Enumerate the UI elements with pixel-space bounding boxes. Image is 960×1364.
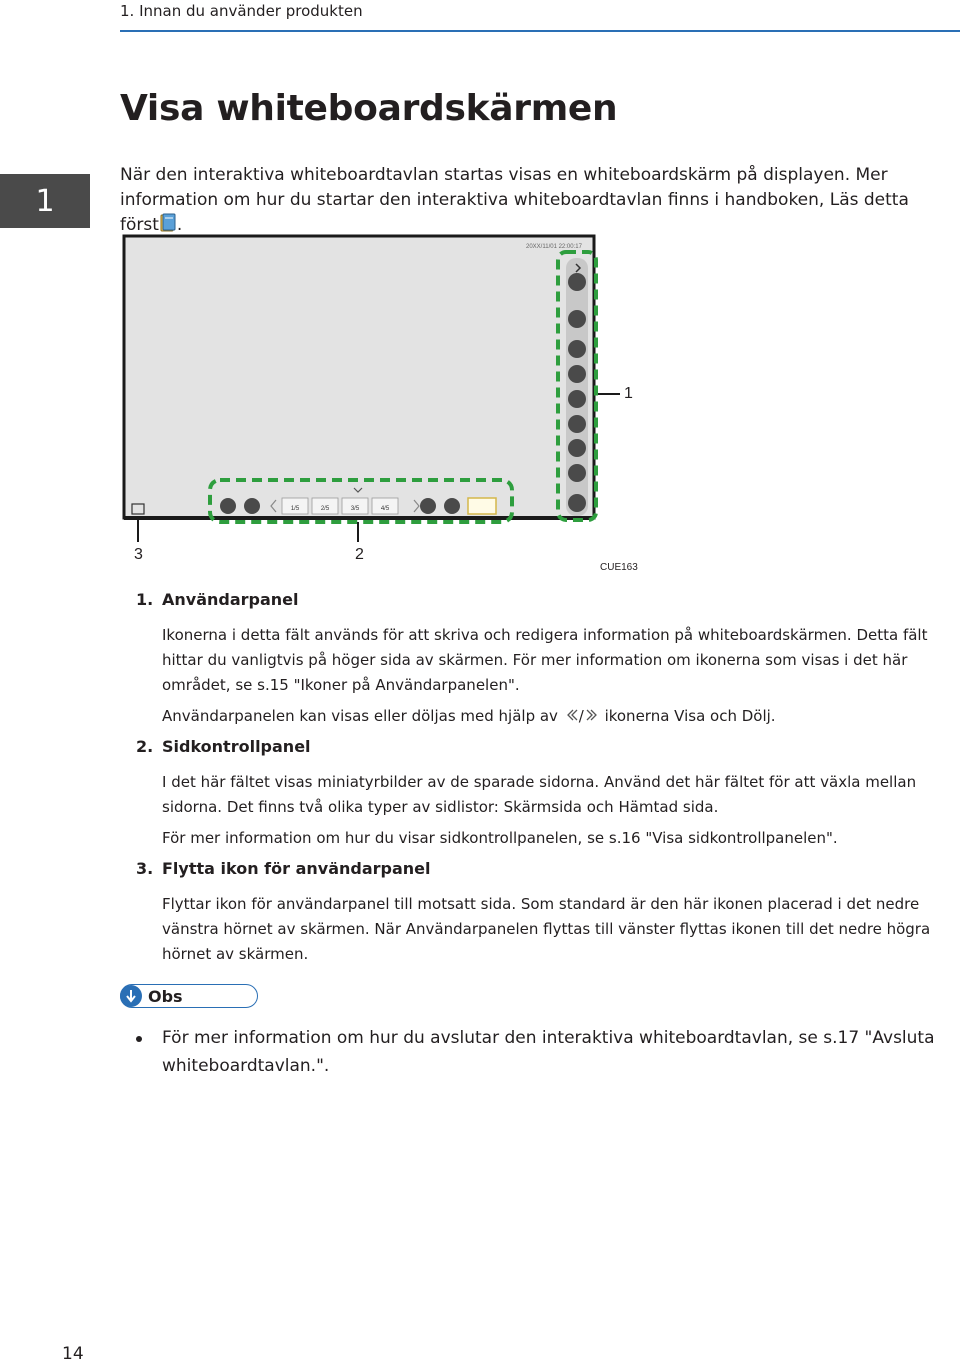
show-icon xyxy=(563,707,579,723)
item-paragraph: Flyttar ikon för användarpanel till motsatt sida. Som standard är den här ikonen placerad i det nedre vänstra hörnet av skärmen. När Användarpanelen flyttas till vänster flyttas ikonen till det nedre högra hörnet av skärmen. xyxy=(162,895,931,963)
item-heading: 3. Flytta ikon för användarpanel xyxy=(136,859,431,878)
page-number: 14 xyxy=(62,1344,84,1364)
item-heading: 1. Användarpanel xyxy=(136,590,299,609)
list-item xyxy=(136,590,956,729)
intro-text-end: . xyxy=(176,215,183,235)
bullet-text: För mer information om hur du avslutar den interaktiva whiteboardtavlan, se s.17 "Avsluta whiteboardtavlan.". xyxy=(162,1028,935,1076)
running-header xyxy=(120,0,960,32)
list-item xyxy=(136,859,956,967)
bullet-item xyxy=(136,1024,936,1080)
datetime-label: 20XX/11/01 22:00:17 xyxy=(526,244,582,250)
callout-3: 3 xyxy=(134,546,143,563)
intro-text: När den interaktiva whiteboardtavlan startas visas en whiteboardskärm på displayen. Mer information om hur du startar den interaktiva whiteboardtavlan finns i handboken, Läs detta först xyxy=(120,165,909,235)
bullet-dot xyxy=(136,1036,142,1042)
intro-paragraph xyxy=(120,163,950,238)
obs-label-box xyxy=(120,984,258,1008)
add-page-button xyxy=(468,498,496,514)
arrow-down-icon xyxy=(120,985,142,1007)
item-paragraph: Ikonerna i detta fält används för att skriva och redigera information på whiteboardskärmen. Detta fält hittar du vanligtvis på höger sida av skärmen. För mer information om ikonerna som visas i det här området, se s.15 "Ikoner på Användarpanelen". xyxy=(162,626,928,694)
obs-label: Obs xyxy=(148,986,183,1006)
page-thumbnail-label: 2/5 xyxy=(320,506,330,512)
callout-2: 2 xyxy=(355,546,364,563)
page-title: Visa whiteboardskärmen xyxy=(120,88,618,129)
item-paragraph: I det här fältet visas miniatyrbilder av de sparade sidorna. Använd det här fältet för att växla mellan sidorna. Det finns två olika typer av sidlistor: Skärmsida och Hämtad sida. xyxy=(162,773,917,816)
description-list xyxy=(136,590,956,975)
item-heading: 2. Sidkontrollpanel xyxy=(136,737,311,756)
callout-1: 1 xyxy=(624,385,633,402)
item-paragraph: För mer information om hur du visar sidkontrollpanelen, se s.16 "Visa sidkontrollpanelen". xyxy=(162,829,838,847)
page-thumbnail-label: 1/5 xyxy=(290,506,300,512)
whiteboard-illustration xyxy=(110,230,670,580)
whiteboard-figure xyxy=(110,230,670,580)
hide-icon xyxy=(584,707,600,723)
page-thumbnail-label: 4/5 xyxy=(380,506,390,512)
item-toggle-paragraph: Användarpanelen kan visas eller döljas med hjälp av / ikonerna Visa och Dölj. xyxy=(162,707,776,725)
figure-code: CUE163 xyxy=(600,562,638,573)
chapter-heading: 1. Innan du använder produkten xyxy=(120,2,363,20)
page-thumbnail-label: 3/5 xyxy=(350,506,360,512)
chapter-tab: 1 xyxy=(0,174,90,228)
list-item xyxy=(136,737,956,851)
